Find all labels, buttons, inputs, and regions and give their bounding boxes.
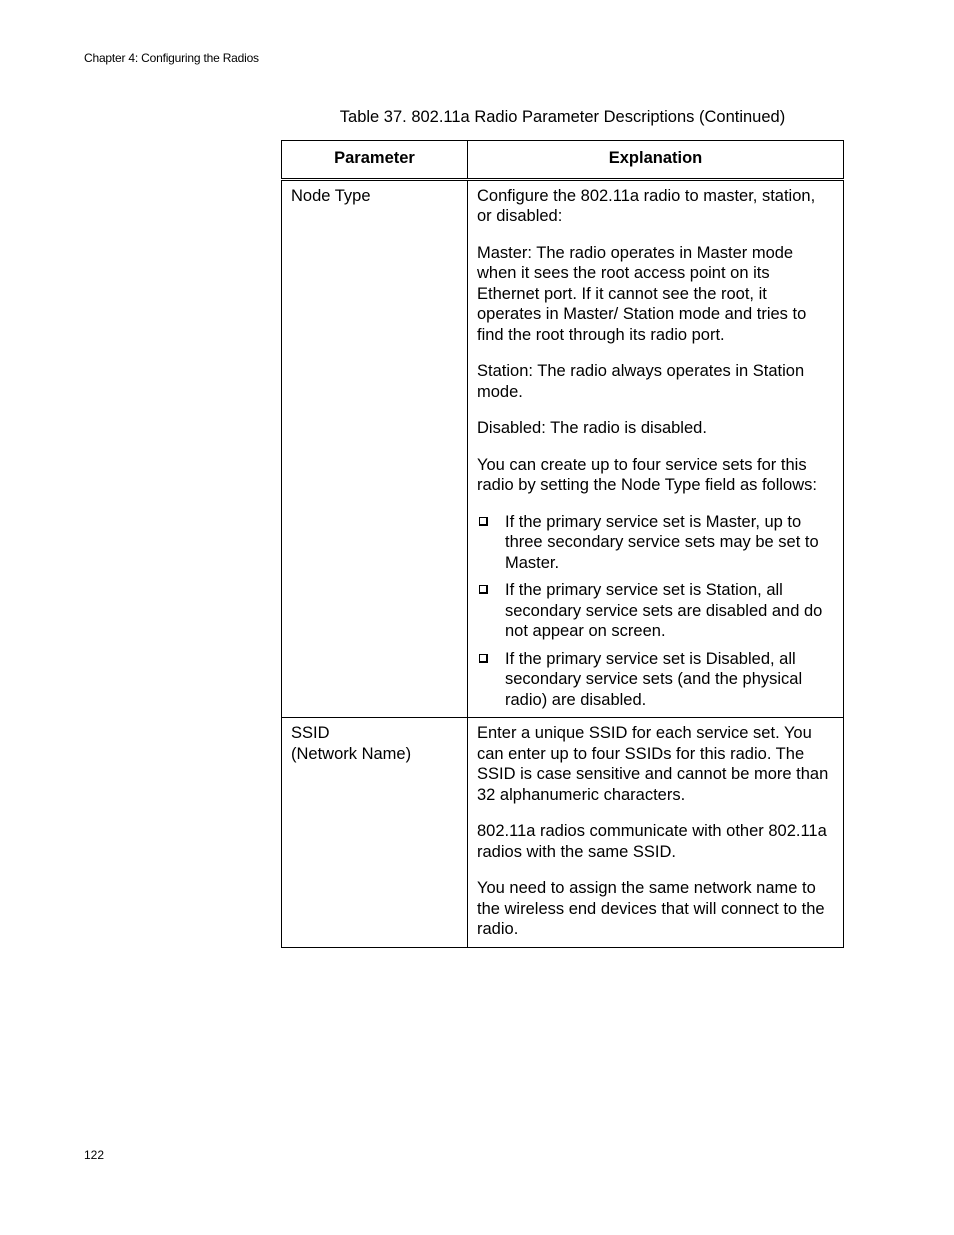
parameter-table (281, 140, 844, 948)
explanation-paragraph: You can create up to four service sets for this radio by setting the Node Type field as follows: (477, 455, 817, 494)
parameter-cell (282, 718, 468, 948)
table-row-node-type (282, 179, 844, 718)
explanation-cell (468, 718, 844, 948)
parameter-subname: (Network Name) (291, 744, 412, 763)
explanation-cell (468, 179, 844, 718)
explanation-paragraph: Master: The radio operates in Master mode when it sees the root access point on its Ethernet port. If it cannot see the root, it operates in Master/ Station mode and tries to find the root through its radio port. (477, 243, 807, 344)
box-bullet-icon (479, 585, 488, 594)
table-header-row (282, 141, 844, 180)
list-item (477, 580, 834, 642)
explanation-paragraph: Configure the 802.11a radio to master, station, or disabled: (477, 186, 816, 225)
bullet-list (477, 512, 834, 711)
page-number: 122 (84, 1148, 105, 1162)
box-bullet-icon (479, 517, 488, 526)
box-bullet-icon (479, 654, 488, 663)
list-item (477, 512, 834, 574)
explanation-paragraph: 802.11a radios communicate with other 802.11a radios with the same SSID. (477, 822, 827, 861)
parameter-name: SSID (291, 724, 330, 742)
list-item-text: If the primary service set is Disabled, all secondary service sets (and the physical radio) are disabled. (505, 649, 803, 709)
explanation-paragraph: Disabled: The radio is disabled. (477, 419, 707, 437)
list-item-text: If the primary service set is Station, all secondary service sets are disabled and do not appear on screen. (505, 581, 823, 640)
table-row-ssid (282, 718, 844, 948)
parameter-cell (282, 179, 468, 718)
explanation-paragraph: Station: The radio always operates in Station mode. (477, 362, 805, 401)
column-header-parameter: Parameter (282, 141, 468, 180)
explanation-paragraph: Enter a unique SSID for each service set. You can enter up to four SSIDs for this radio. The SSID is case sensitive and cannot be more than 32 alphanumeric characters. (477, 724, 829, 804)
table-caption: Table 37. 802.11a Radio Parameter Descriptions (Continued) (339, 108, 786, 126)
parameter-name: Node Type (291, 186, 371, 205)
explanation-paragraph: You need to assign the same network name to the wireless end devices that will connect to the radio. (477, 879, 825, 938)
column-header-explanation: Explanation (468, 141, 844, 180)
list-item-text: If the primary service set is Master, up to three secondary service sets may be set to Master. (505, 512, 819, 572)
running-header: Chapter 4: Configuring the Radios (84, 51, 259, 65)
list-item (477, 649, 834, 711)
